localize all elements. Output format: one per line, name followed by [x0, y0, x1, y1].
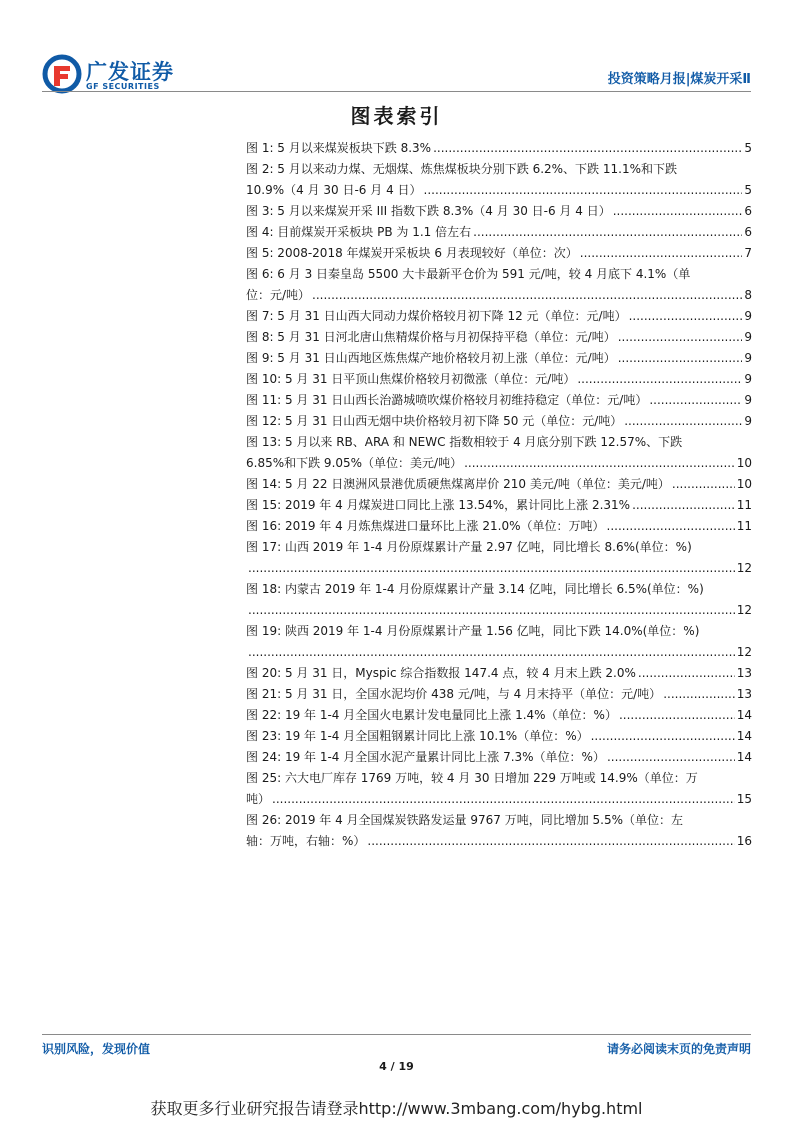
toc-entry-label: 图 18: 内蒙古 2019 年 1-4 月份原煤累计产量 3.14 亿吨，同比增长 6.5%(单位：%): [246, 582, 704, 596]
toc-entry-label-cont: 位：元/吨）: [246, 288, 311, 302]
toc-page-number: 10: [736, 477, 752, 491]
logo-chinese-name: 广发证券: [86, 60, 174, 84]
toc-entry-label: 图 23: 19 年 1-4 月全国粗钢累计同比上涨 10.1%（单位：%）: [246, 729, 589, 743]
toc-page-number: 12: [736, 645, 752, 659]
toc-entry-label: 图 4: 目前煤炭开采板块 PB 为 1.1 倍左右: [246, 225, 472, 239]
toc-entry-label: 图 13: 5 月以来 RB、ARA 和 NEWC 指数相较于 4 月底分别下跌 12.57%、下跌: [246, 435, 683, 449]
toc-leader-dots: [591, 726, 735, 747]
toc-entry-label: 图 20: 5 月 31 日，Myspic 综合指数报 147.4 点，较 4 月末上跌 2.0%: [246, 666, 636, 680]
report-type: 投资策略月报|煤炭开采Ⅱ: [607, 72, 751, 87]
toc-leader-dots: [464, 453, 735, 474]
toc-leader-dots: [619, 705, 735, 726]
toc-leader-dots: [629, 306, 743, 327]
toc-entry[interactable]: [246, 495, 752, 516]
gf-logo-icon: [42, 54, 82, 94]
toc-page-number: 9: [744, 330, 752, 344]
toc-leader-dots: [618, 348, 743, 369]
toc-entry-label: 图 10: 5 月 31 日平顶山焦煤价格较月初微涨（单位：元/吨）: [246, 372, 576, 386]
toc-entry[interactable]: [246, 705, 752, 726]
toc-entry-label: 图 25: 六大电厂库存 1769 万吨，较 4 月 30 日增加 229 万吨或 14.9%（单位：万: [246, 771, 698, 785]
toc-page-number: 11: [736, 498, 752, 512]
toc-page-number: 14: [736, 708, 752, 722]
toc-page-number: 12: [736, 603, 752, 617]
page-number: 4 / 19: [379, 1060, 414, 1073]
toc-entry-label-cont: 6.85%和下跌 9.05%（单位：美元/吨）: [246, 456, 463, 470]
toc-entry[interactable]: [246, 810, 752, 852]
toc-leader-dots: [248, 642, 735, 663]
toc-entry[interactable]: [246, 516, 752, 537]
toc-leader-dots: [649, 390, 742, 411]
toc-leader-dots: [577, 369, 742, 390]
figure-index: [246, 138, 752, 852]
toc-page-number: 16: [736, 834, 752, 848]
logo-english-name: GF SECURITIES: [86, 82, 160, 91]
toc-entry[interactable]: [246, 474, 752, 495]
toc-entry-label: 图 26: 2019 年 4 月全国煤炭铁路发运量 9767 万吨，同比增加 5.5%（单位：左: [246, 813, 684, 827]
toc-leader-dots: [424, 180, 743, 201]
toc-page-number: 6: [744, 225, 752, 239]
toc-entry[interactable]: [246, 663, 752, 684]
toc-entry-label: 图 5: 2008-2018 年煤炭开采板块 6 月表现较好（单位：次）: [246, 246, 578, 260]
toc-leader-dots: [672, 474, 735, 495]
toc-entry[interactable]: [246, 684, 752, 705]
toc-leader-dots: [473, 222, 742, 243]
toc-page-number: 6: [744, 204, 752, 218]
toc-entry-label: 图 3: 5 月以来煤炭开采 III 指数下跌 8.3%（4 月 30 日-6 月 4 日）: [246, 204, 611, 218]
company-logo: [42, 54, 182, 94]
toc-page-number: 5: [744, 141, 752, 155]
toc-entry[interactable]: [246, 537, 752, 579]
toc-entry-label: 图 8: 5 月 31 日河北唐山焦精煤价格与月初保持平稳（单位：元/吨）: [246, 330, 616, 344]
toc-leader-dots: [433, 138, 742, 159]
toc-leader-dots: [632, 495, 735, 516]
toc-entry-label: 图 2: 5 月以来动力煤、无烟煤、炼焦煤板块分别下跌 6.2%、下跌 11.1%和下跌: [246, 162, 677, 176]
toc-page-number: 9: [744, 309, 752, 323]
toc-page-number: 15: [736, 792, 752, 806]
toc-leader-dots: [312, 285, 742, 306]
toc-entry[interactable]: [246, 747, 752, 768]
toc-page-number: 14: [736, 750, 752, 764]
toc-entry[interactable]: [246, 411, 752, 432]
toc-entry-label-cont: 吨）: [246, 792, 271, 806]
toc-entry-label: 图 24: 19 年 1-4 月全国水泥产量累计同比上涨 7.3%（单位：%）: [246, 750, 605, 764]
toc-entry-label-cont: 轴：万吨，右轴：%）: [246, 834, 366, 848]
toc-page-number: 8: [744, 288, 752, 302]
toc-entry-label: 图 19: 陕西 2019 年 1-4 月份原煤累计产量 1.56 亿吨，同比下跌 14.0%(单位：%): [246, 624, 700, 638]
toc-page-number: 13: [736, 687, 752, 701]
toc-page-number: 9: [744, 414, 752, 428]
toc-page-number: 10: [736, 456, 752, 470]
toc-entry[interactable]: [246, 138, 752, 159]
toc-entry-label: 图 6: 6 月 3 日秦皇岛 5500 大卡最新平仓价为 591 元/吨，较 4 月底下 4.1%（单: [246, 267, 691, 281]
toc-page-number: 9: [744, 393, 752, 407]
toc-page-number: 5: [744, 183, 752, 197]
toc-entry[interactable]: [246, 579, 752, 621]
toc-leader-dots: [580, 243, 743, 264]
toc-entry-label: 图 15: 2019 年 4 月煤炭进口同比上涨 13.54%，累计同比上涨 2.31%: [246, 498, 631, 512]
watermark-link[interactable]: 获取更多行业研究报告请登录http://www.3mbang.com/hybg.html: [150, 1099, 643, 1118]
toc-entry-label: 图 1: 5 月以来煤炭板块下跌 8.3%: [246, 141, 432, 155]
toc-entry-label: 图 21: 5 月 31 日，全国水泥均价 438 元/吨，与 4 月末持平（单位：元/吨）: [246, 687, 662, 701]
toc-leader-dots: [607, 516, 735, 537]
toc-entry[interactable]: [246, 621, 752, 663]
toc-entry[interactable]: [246, 369, 752, 390]
toc-entry[interactable]: [246, 768, 752, 810]
toc-entry[interactable]: [246, 327, 752, 348]
toc-page-number: 13: [736, 666, 752, 680]
toc-page-number: 11: [736, 519, 752, 533]
toc-leader-dots: [624, 411, 742, 432]
toc-leader-dots: [607, 747, 735, 768]
toc-entry[interactable]: [246, 243, 752, 264]
toc-entry[interactable]: [246, 222, 752, 243]
toc-leader-dots: [272, 789, 735, 810]
toc-leader-dots: [663, 684, 735, 705]
toc-page-number: 7: [744, 246, 752, 260]
toc-entry[interactable]: [246, 348, 752, 369]
toc-entry[interactable]: [246, 264, 752, 306]
toc-leader-dots: [613, 201, 743, 222]
footer-slogan: 识别风险，发现价值: [42, 1042, 151, 1056]
toc-entry-label: 图 12: 5 月 31 日山西无烟中块价格较月初下降 50 元（单位：元/吨）: [246, 414, 623, 428]
toc-entry[interactable]: [246, 726, 752, 747]
toc-page-number: 12: [736, 561, 752, 575]
toc-entry-label: 图 16: 2019 年 4 月炼焦煤进口量环比上涨 21.0%（单位：万吨）: [246, 519, 605, 533]
toc-leader-dots: [367, 831, 734, 852]
toc-leader-dots: [638, 663, 735, 684]
toc-entry-label: 图 9: 5 月 31 日山西地区炼焦煤产地价格较月初上涨（单位：元/吨）: [246, 351, 616, 365]
toc-entry[interactable]: [246, 432, 752, 474]
toc-entry[interactable]: [246, 159, 752, 201]
footer-divider: [42, 1034, 751, 1035]
toc-entry-label: 图 17: 山西 2019 年 1-4 月份原煤累计产量 2.97 亿吨，同比增长 8.6%(单位：%): [246, 540, 692, 554]
toc-page-number: 14: [736, 729, 752, 743]
toc-page-number: 9: [744, 351, 752, 365]
header-divider: [42, 91, 751, 92]
toc-leader-dots: [248, 558, 735, 579]
toc-entry-label: 图 14: 5 月 22 日澳洲风景港优质硬焦煤离岸价 210 美元/吨（单位：美元/吨）: [246, 477, 670, 491]
toc-leader-dots: [248, 600, 735, 621]
toc-entry-label: 图 7: 5 月 31 日山西大同动力煤价格较月初下降 12 元（单位：元/吨）: [246, 309, 627, 323]
footer-disclaimer: 请务必阅读末页的免责声明: [606, 1042, 751, 1056]
toc-entry[interactable]: [246, 201, 752, 222]
toc-entry-label: 图 11: 5 月 31 日山西长治潞城喷吹煤价格较月初维持稳定（单位：元/吨）: [246, 393, 648, 407]
toc-page-number: 9: [744, 372, 752, 386]
toc-entry-label-cont: 10.9%（4 月 30 日-6 月 4 日）: [246, 183, 422, 197]
toc-entry[interactable]: [246, 306, 752, 327]
page-title: 图表索引: [350, 104, 443, 128]
toc-leader-dots: [618, 327, 743, 348]
toc-entry[interactable]: [246, 390, 752, 411]
toc-entry-label: 图 22: 19 年 1-4 月全国火电累计发电量同比上涨 1.4%（单位：%）: [246, 708, 617, 722]
